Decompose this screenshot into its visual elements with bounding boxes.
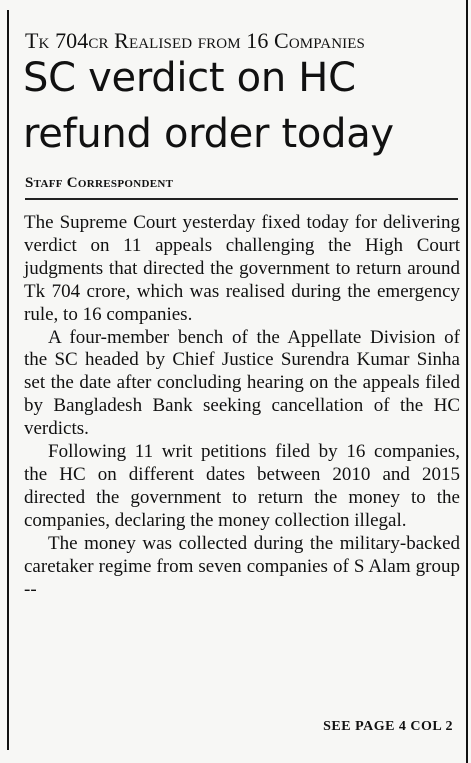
byline-divider <box>25 198 458 200</box>
article-body <box>24 212 460 601</box>
continuation-note: SEE PAGE 4 COL 2 <box>323 719 453 734</box>
headline-line-1: SC verdict on HC <box>23 55 356 101</box>
paragraph-3: Following 11 writ petitions filed by 16 companies, the HC on different dates between 2010 and 2015 directed the government to return the money to the companies, declaring the money collection illegal. <box>24 441 460 531</box>
headline-line-2: refund order today <box>23 111 394 157</box>
byline: Staff Correspondent <box>25 175 174 191</box>
left-column-rule <box>7 10 9 750</box>
paragraph-2: A four-member bench of the Appellate Division of the SC headed by Chief Justice Surendra Kumar Sinha set the date after concluding hearing on the appeals filed by Bangladesh Bank seeking cancellation of the HC verdicts. <box>24 326 460 440</box>
paragraph-1: The Supreme Court yesterday fixed today for delivering verdict on 11 appeals challenging the High Court judgments that directed the government to return around Tk 704 crore, which was realised during the emergency rule, to 16 companies. <box>24 212 460 325</box>
kicker: Tk 704cr Realised from 16 Companies <box>25 28 365 53</box>
right-column-rule <box>466 0 468 763</box>
paragraph-4: The money was collected during the military-backed caretaker regime from seven companies of S Alam group -- <box>24 532 460 600</box>
